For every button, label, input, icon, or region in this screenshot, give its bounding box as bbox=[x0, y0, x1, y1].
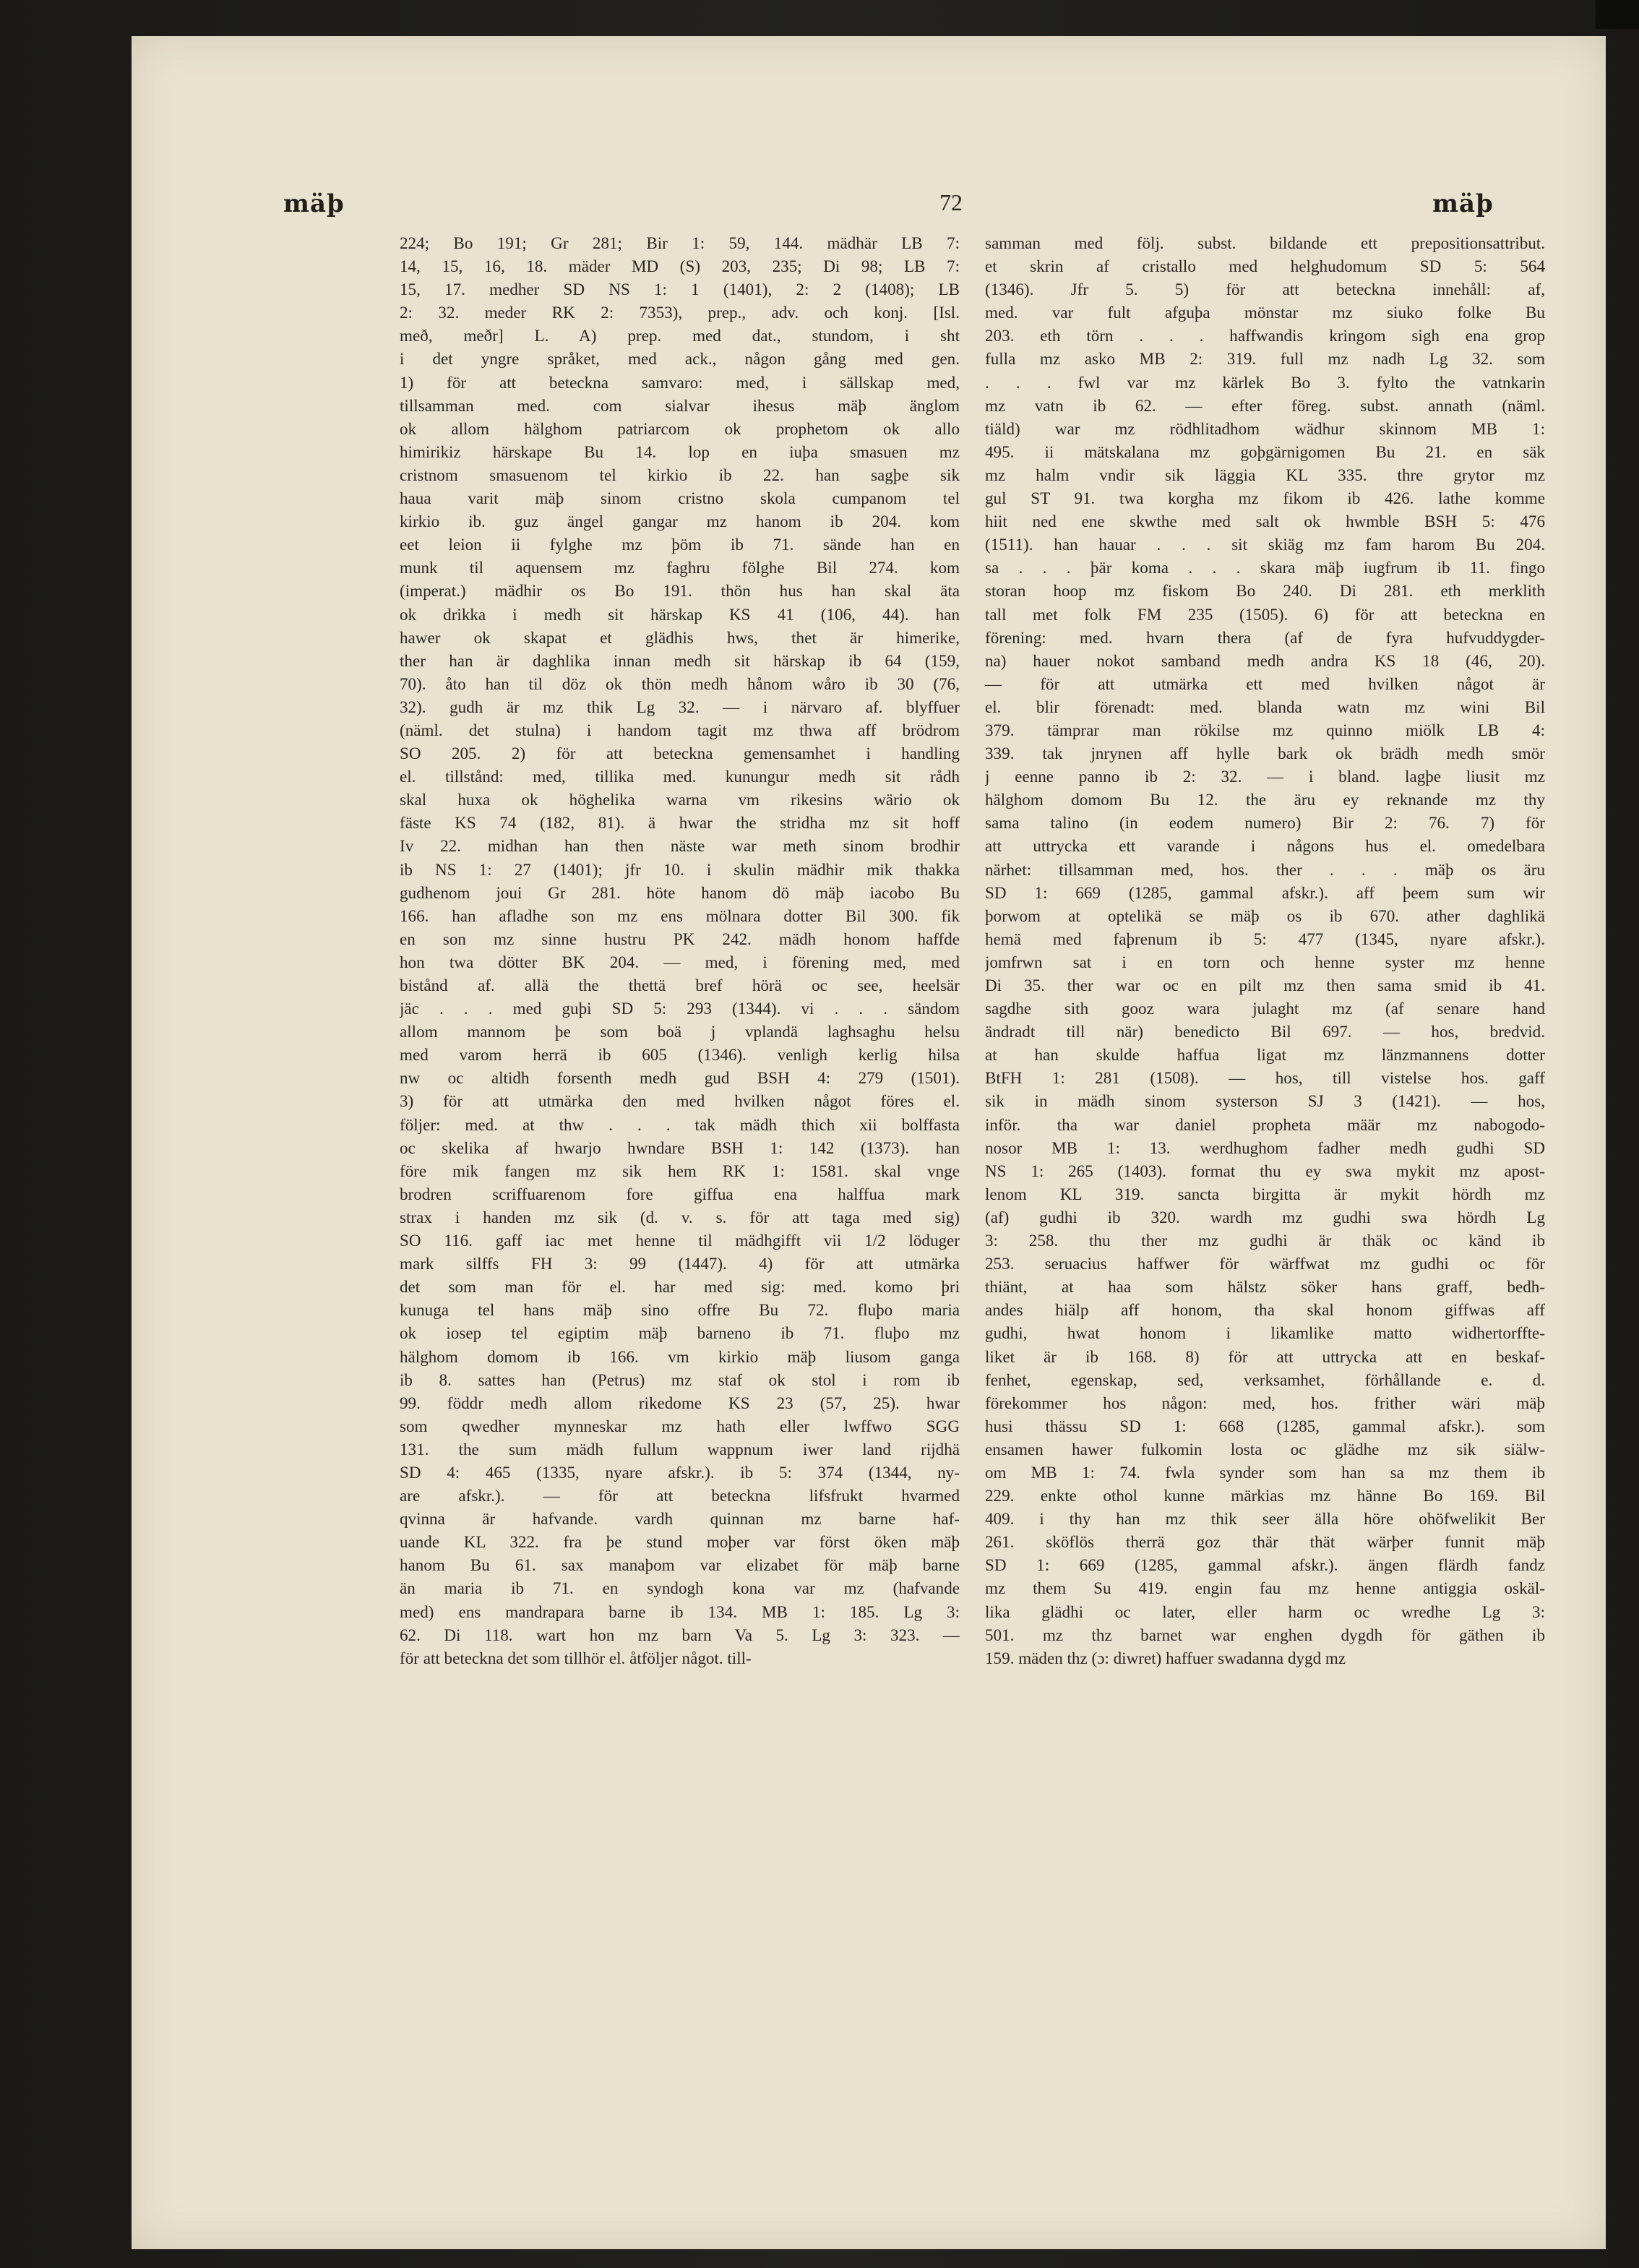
left-column-line: gudhenom joui Gr 281. höte hanom dö mäþ iacobo Bu bbox=[400, 882, 960, 902]
right-column-line: förekommer hos någon: med, hos. frither wäri mäþ bbox=[985, 1393, 1545, 1412]
right-column-line: sik in mädh sinom systerson SJ 3 (1421). — hos, bbox=[985, 1091, 1545, 1111]
left-column-line: än maria ib 71. en syndogh kona var mz (hafvande bbox=[400, 1578, 960, 1598]
right-column-line: sa . . . þär koma . . . skara mäþ iugfrum ib 11. fingo bbox=[985, 558, 1545, 577]
left-column-line: himirikiz härskape Bu 14. lop en iuþa smasuen mz bbox=[400, 442, 960, 461]
left-column-line: fäste KS 74 (182, 81). ä hwar the stridha mz sit hoff bbox=[400, 813, 960, 833]
left-column-line: som qwedher mynneskar mz hath eller lwffwo SGG bbox=[400, 1416, 960, 1435]
right-column-line: gul ST 91. twa korgha mz fikom ib 426. lathe komme bbox=[985, 489, 1545, 508]
left-column-line: 131. the sum mädh fullum wappnum iwer land rijdhä bbox=[400, 1439, 960, 1459]
right-column-line: mz halm vndir sik läggia KL 335. thre grytor mz bbox=[985, 465, 1545, 484]
left-column-line: 70). åto han til döz ok thön medh hånom wåro ib 30 (76, bbox=[400, 674, 960, 693]
left-column-line: oc skelika af hwarjo hwndare BSH 1: 142 (1373). han bbox=[400, 1138, 960, 1157]
left-column-line: hawer ok skapat et glädhis hws, thet är himerike, bbox=[400, 627, 960, 647]
left-column-line: ok allom hälghom patriarcom ok prophetom ok allo bbox=[400, 418, 960, 438]
left-column-line: i det yngre språket, med ack., någon gång med gen. bbox=[400, 349, 960, 369]
right-column-line: (1511). han hauar . . . sit skiäg mz fam harom Bu 204. bbox=[985, 535, 1545, 554]
right-column-line: sama talino (in eodem numero) Bir 2: 76. 7) för bbox=[985, 813, 1545, 833]
left-column-line: 14, 15, 16, 18. mäder MD (S) 203, 235; Di 98; LB 7: bbox=[400, 257, 960, 276]
left-column-line: kunuga tel hans mäþ sino offre Bu 72. fluþo maria bbox=[400, 1300, 960, 1320]
running-head-left: mäþ bbox=[283, 189, 345, 218]
right-column-line: förening: med. hvarn thera (af de fyra hufvuddygder- bbox=[985, 627, 1545, 647]
right-column-line: hälghom domom Bu 12. the äru ey reknande mz thy bbox=[985, 790, 1545, 809]
left-column-line: bistånd af. allä the thettä bref hörä oc see, heelsär bbox=[400, 976, 960, 995]
right-column-line: närhet: tillsamman med, hos. ther . . . mäþ os äru bbox=[985, 859, 1545, 879]
left-column-line: allom mannom þe som boä j vplandä laghsaghu helsu bbox=[400, 1022, 960, 1041]
right-column-line: hemä med faþrenum ib 5: 477 (1345, nyare afskr.). bbox=[985, 929, 1545, 948]
left-column-line: are afskr.). — för att beteckna lifsfrukt hvarmed bbox=[400, 1486, 960, 1505]
left-column-line: ib NS 1: 27 (1401); jfr 10. i skulin mädhir mik thakka bbox=[400, 859, 960, 879]
left-column-line: 62. Di 118. wart hon mz barn Va 5. Lg 3: 323. — bbox=[400, 1625, 960, 1644]
left-column-line: 32). gudh är mz thik Lg 32. — i närvaro af. blyffuer bbox=[400, 697, 960, 716]
right-column-line: 501. mz thz barnet war enghen dygdh för gäthen ib bbox=[985, 1625, 1545, 1644]
left-column-line: före mik fangen mz sik hem RK 1: 1581. skal vnge bbox=[400, 1161, 960, 1180]
right-column-line: thiänt, at haa som hälstz söker hans graff, bedh- bbox=[985, 1277, 1545, 1297]
right-column-line: 339. tak jnrynen aff hylle bark ok brädh medh smör bbox=[985, 744, 1545, 763]
right-column-line: sagdhe sith gooz wara julaght mz (af senare hand bbox=[985, 999, 1545, 1018]
left-column-line: ther han är daghlika innan medh sit härskap ib 64 (159, bbox=[400, 650, 960, 670]
running-head-right: mäþ bbox=[1432, 189, 1494, 218]
right-column-line: NS 1: 265 (1403). format thu ey swa mykit mz apost- bbox=[985, 1161, 1545, 1180]
right-column-line: (af) gudhi ib 320. wardh mz gudhi swa hördh Lg bbox=[985, 1207, 1545, 1227]
left-column bbox=[400, 231, 960, 1670]
right-column-line: (1346). Jfr 5. 5) för att beteckna innehåll: af, bbox=[985, 280, 1545, 299]
left-column-line: SO 116. gaff iac met henne til mädhgifft vii 1/2 löduger bbox=[400, 1231, 960, 1250]
right-column-line: fulla mz asko MB 2: 319. full mz nadh Lg 32. som bbox=[985, 349, 1545, 369]
left-column-line: með, meðr] L. A) prep. med dat., stundom, i sht bbox=[400, 326, 960, 345]
scan-edge bbox=[1596, 0, 1639, 29]
left-column-line: det som man för el. har med sig: med. komo þri bbox=[400, 1277, 960, 1297]
right-column-line: ändradt till när) benedicto Bil 697. — hos, bredvid. bbox=[985, 1022, 1545, 1041]
right-column-line: 253. seruacius haffwer för wärffwat mz gudhi oc för bbox=[985, 1254, 1545, 1273]
right-column-line: et skrin af cristallo med helghudomum SD 5: 564 bbox=[985, 257, 1545, 276]
left-column-line: 166. han afladhe son mz ens mölnara dotter Bil 300. fik bbox=[400, 906, 960, 925]
right-column-line: mz them Su 419. engin fau mz henne antiggia oskäl- bbox=[985, 1578, 1545, 1598]
right-column-line: SD 1: 669 (1285, gammal afskr.). aff þeem sum wir bbox=[985, 882, 1545, 902]
right-column-line: lenom KL 319. sancta birgitta är mykit hördh mz bbox=[985, 1184, 1545, 1203]
right-column-line: fenhet, egenskap, sed, verksamhet, förhållande e. d. bbox=[985, 1370, 1545, 1389]
right-column-line: tall met folk FM 235 (1505). 6) för att beteckna en bbox=[985, 604, 1545, 624]
right-column-line: 159. mäden thz (ɔ: diwret) haffuer swadanna dygd mz bbox=[985, 1648, 1346, 1667]
right-column-line: el. blir förenadt: med. blanda watn mz wini Bil bbox=[985, 697, 1545, 716]
left-column-line: (näml. det stulna) i handom tagit mz thwa aff brödrom bbox=[400, 720, 960, 739]
right-column-line: SD 1: 669 (1285, gammal afskr.). ängen flärdh fandz bbox=[985, 1555, 1545, 1575]
left-column-line: nw oc altidh forsenth medh gud BSH 4: 279 (1501). bbox=[400, 1068, 960, 1088]
left-column-line: en son mz sinne hustru PK 242. mädh honom haffde bbox=[400, 929, 960, 948]
right-column-line: samman med följ. subst. bildande ett prepositionsattribut. bbox=[985, 233, 1545, 252]
left-column-line: 3) för att utmärka den med hvilken något föres el. bbox=[400, 1091, 960, 1111]
right-column-line: at han skulde haffua ligat mz länzmannens dotter bbox=[985, 1045, 1545, 1065]
right-column-line: BtFH 1: 281 (1508). — hos, till vistelse hos. gaff bbox=[985, 1068, 1545, 1088]
right-column-line: 203. eth törn . . . haffwandis kringom sigh ena grop bbox=[985, 326, 1545, 345]
right-column-line: lika glädhi oc later, eller harm oc wredhe Lg 3: bbox=[985, 1602, 1545, 1621]
left-column-line: SO 205. 2) för att beteckna gemensamhet i handling bbox=[400, 744, 960, 763]
left-column-line: eet leion ii fylghe mz þöm ib 71. sände han en bbox=[400, 535, 960, 554]
left-column-line: för att beteckna det som tillhör el. åtföljer något. till- bbox=[400, 1648, 752, 1667]
left-column-line: Iv 22. midhan han then näste war meth sinom brodhir bbox=[400, 836, 960, 856]
right-column-line: — för att utmärka ett med hvilken något är bbox=[985, 674, 1545, 693]
right-column-line: inför. tha war daniel propheta määr mz nabogodo- bbox=[985, 1114, 1545, 1134]
left-column-line: tillsamman med. com sialvar ihesus mäþ änglom bbox=[400, 395, 960, 415]
left-column-line: hon twa dötter BK 204. — med, i förening med, med bbox=[400, 952, 960, 971]
left-column-line: brodren scriffuarenom fore giffua ena halffua mark bbox=[400, 1184, 960, 1203]
left-column-line: ok drikka i medh sit härskap KS 41 (106, 44). han bbox=[400, 604, 960, 624]
right-column-line: nosor MB 1: 13. werdhughom fadher medh gudhi SD bbox=[985, 1138, 1545, 1157]
left-column-line: 15, 17. medher SD NS 1: 1 (1401), 2: 2 (1408); LB bbox=[400, 280, 960, 299]
right-column-line: hiit ned ene skwthe med salt ok hwmble BSH 5: 476 bbox=[985, 512, 1545, 531]
left-column-line: kirkio ib. guz ängel gangar mz hanom ib 204. kom bbox=[400, 512, 960, 531]
left-column-line: ib 8. sattes han (Petrus) mz staf ok stol i rom ib bbox=[400, 1370, 960, 1389]
right-column-line: att uttrycka ett varande i någons hus el. omedelbara bbox=[985, 836, 1545, 856]
right-column-line: Di 35. ther war oc en pilt mz then sama smid ib 41. bbox=[985, 976, 1545, 995]
left-column-line: 99. föddr medh allom rikedome KS 23 (57, 25). hwar bbox=[400, 1393, 960, 1412]
right-column-line: mz vatn ib 62. — efter föreg. subst. annath (näml. bbox=[985, 395, 1545, 415]
right-column-line: 495. ii mätskalana mz goþgärnigomen Bu 21. en säk bbox=[985, 442, 1545, 461]
left-column-line: följer: med. at thw . . . tak mädh thich xii bolffasta bbox=[400, 1114, 960, 1134]
right-column-line: tiäld) war mz rödhlitadhom wädhur skinnom MB 1: bbox=[985, 418, 1545, 438]
right-column-line: storan hoop mz fiskom Bo 240. Di 281. eth merklith bbox=[985, 581, 1545, 601]
right-column-line: 3: 258. thu ther mz gudhi är thäk oc känd ib bbox=[985, 1231, 1545, 1250]
left-column-line: munk til aquensem mz faghru fölghe Bil 274. kom bbox=[400, 558, 960, 577]
left-column-line: haua varit mäþ sinom cristno skola cumpanom tel bbox=[400, 489, 960, 508]
left-column-line: jäc . . . med guþi SD 5: 293 (1344). vi . . . sändom bbox=[400, 999, 960, 1018]
right-column-line: ensamen hawer fulkomin losta oc glädhe mz sik siälw- bbox=[985, 1439, 1545, 1459]
left-column-line: ok iosep tel egiptim mäþ barneno ib 71. fluþo mz bbox=[400, 1323, 960, 1343]
left-column-line: uande KL 322. fra þe stund moþer var först öken mäþ bbox=[400, 1532, 960, 1552]
left-column-line: skal huxa ok höghelika warna vm rikesins wärio ok bbox=[400, 790, 960, 809]
left-column-line: mark silffs FH 3: 99 (1447). 4) för att utmärka bbox=[400, 1254, 960, 1273]
right-column-line: na) hauer nokot samband medh andra KS 18 (46, 20). bbox=[985, 650, 1545, 670]
left-column-line: qvinna är hafvande. vardh quinnan mz barne haf- bbox=[400, 1509, 960, 1529]
left-column-line: med varom herrä ib 605 (1346). venligh kerlig hilsa bbox=[400, 1045, 960, 1065]
right-column-line: gudhi, hwat honom i likamlike matto widhertorffte- bbox=[985, 1323, 1545, 1343]
right-column-line: husi thässu SD 1: 668 (1285, gammal afskr.). som bbox=[985, 1416, 1545, 1435]
left-column-line: el. tillstånd: med, tillika med. kunungur medh sit rådh bbox=[400, 767, 960, 786]
left-column-line: 1) för att beteckna samvaro: med, i sällskap med, bbox=[400, 372, 960, 392]
right-column-line: 379. tämprar man rökilse mz quinno miölk LB 4: bbox=[985, 720, 1545, 739]
right-column-line: þorwom at optelikä se mäþ os ib 670. ather daghlikä bbox=[985, 906, 1545, 925]
left-column-line: med) ens mandrapara barne ib 134. MB 1: 185. Lg 3: bbox=[400, 1602, 960, 1621]
right-column-line: 261. sköflös therrä goz thär thät wärþer funnit mäþ bbox=[985, 1532, 1545, 1552]
right-column-line: j eenne panno ib 2: 32. — i bland. lagþe liusit mz bbox=[985, 767, 1545, 786]
page-number: 72 bbox=[939, 189, 963, 215]
left-column-line: (imperat.) mädhir os Bo 191. thön hus han skal äta bbox=[400, 581, 960, 601]
right-column-line: . . . fwl var mz kärlek Bo 3. fylto the vatnkarin bbox=[985, 372, 1545, 392]
left-column-line: cristnom smasuenom tel kirkio ib 22. han sagþe sik bbox=[400, 465, 960, 484]
right-column bbox=[985, 231, 1545, 1670]
left-column-line: strax i handen mz sik (d. v. s. för att taga med sig) bbox=[400, 1207, 960, 1227]
left-column-line: hälghom domom ib 166. vm kirkio mäþ liusom ganga bbox=[400, 1346, 960, 1366]
left-column-line: SD 4: 465 (1335, nyare afskr.). ib 5: 374 (1344, ny- bbox=[400, 1462, 960, 1482]
left-column-line: 2: 32. meder RK 2: 7353), prep., adv. och konj. [Isl. bbox=[400, 303, 960, 322]
right-column-line: liket är ib 168. 8) för att uttrycka att en beskaf- bbox=[985, 1346, 1545, 1366]
right-column-line: 229. enkte othol kunne märkias mz hänne Bo 169. Bil bbox=[985, 1486, 1545, 1505]
right-column-line: om MB 1: 74. fwla synder som han sa mz them ib bbox=[985, 1462, 1545, 1482]
right-column-line: andes hiälp aff honom, tha skal honom giffwas aff bbox=[985, 1300, 1545, 1320]
left-column-line: 224; Bo 191; Gr 281; Bir 1: 59, 144. mädhär LB 7: bbox=[400, 233, 960, 252]
left-column-line: hanom Bu 61. sax manaþom var elizabet för mäþ barne bbox=[400, 1555, 960, 1575]
right-column-line: jomfrwn sat i en torn och henne syster mz henne bbox=[985, 952, 1545, 971]
right-column-line: med. var fult afguþa mönstar mz siuko folke Bu bbox=[985, 303, 1545, 322]
right-column-line: 409. i thy han mz thik seer älla höre ohöfwelikit Ber bbox=[985, 1509, 1545, 1529]
